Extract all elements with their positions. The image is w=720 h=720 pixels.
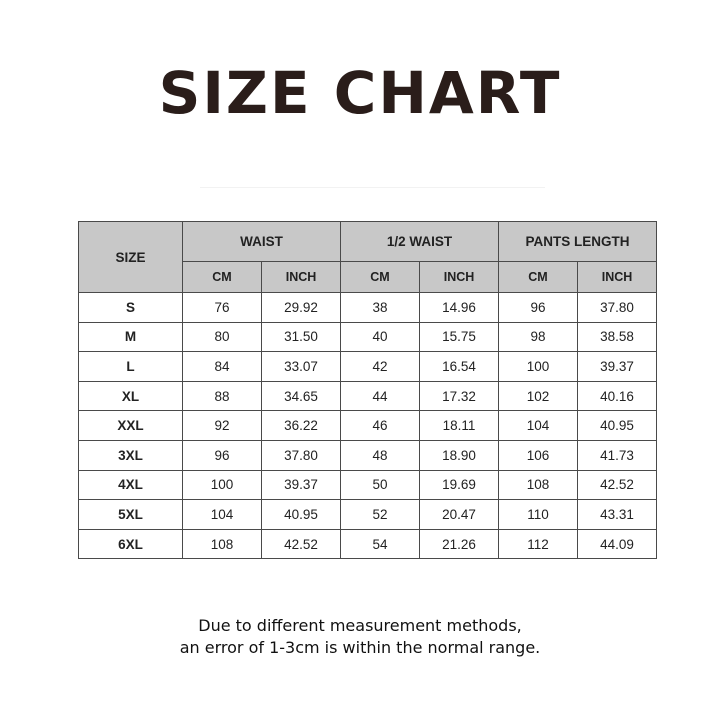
divider bbox=[200, 187, 545, 188]
measurement-cell: 39.37 bbox=[578, 352, 657, 382]
measurement-cell: 112 bbox=[499, 529, 578, 559]
measurement-cell: 104 bbox=[183, 500, 262, 530]
table-row bbox=[79, 293, 657, 323]
measurement-cell: 36.22 bbox=[262, 411, 341, 441]
table-row bbox=[79, 381, 657, 411]
size-label: 5XL bbox=[79, 500, 183, 530]
measurement-cell: 18.90 bbox=[420, 440, 499, 470]
measurement-cell: 40.16 bbox=[578, 381, 657, 411]
measurement-cell: 80 bbox=[183, 322, 262, 352]
measurement-cell: 110 bbox=[499, 500, 578, 530]
measurement-cell: 16.54 bbox=[420, 352, 499, 382]
measurement-cell: 42.52 bbox=[262, 529, 341, 559]
measurement-cell: 52 bbox=[341, 500, 420, 530]
unit-header: INCH bbox=[262, 262, 341, 293]
unit-header: CM bbox=[341, 262, 420, 293]
measurement-cell: 17.32 bbox=[420, 381, 499, 411]
measurement-cell: 15.75 bbox=[420, 322, 499, 352]
measurement-cell: 92 bbox=[183, 411, 262, 441]
size-chart-table bbox=[78, 221, 657, 559]
measurement-cell: 40.95 bbox=[262, 500, 341, 530]
table-row bbox=[79, 470, 657, 500]
size-label: 6XL bbox=[79, 529, 183, 559]
measurement-cell: 98 bbox=[499, 322, 578, 352]
measurement-cell: 21.26 bbox=[420, 529, 499, 559]
measurement-cell: 20.47 bbox=[420, 500, 499, 530]
size-label: 4XL bbox=[79, 470, 183, 500]
measurement-cell: 96 bbox=[183, 440, 262, 470]
measurement-note bbox=[0, 615, 720, 659]
header-waist: WAIST bbox=[183, 222, 341, 262]
measurement-cell: 102 bbox=[499, 381, 578, 411]
measurement-cell: 44 bbox=[341, 381, 420, 411]
size-label: 3XL bbox=[79, 440, 183, 470]
table-row bbox=[79, 411, 657, 441]
measurement-cell: 38 bbox=[341, 293, 420, 323]
page-title: SIZE CHART bbox=[158, 59, 562, 127]
header-half-waist: 1/2 WAIST bbox=[341, 222, 499, 262]
measurement-cell: 19.69 bbox=[420, 470, 499, 500]
measurement-cell: 31.50 bbox=[262, 322, 341, 352]
unit-header: CM bbox=[183, 262, 262, 293]
measurement-cell: 108 bbox=[499, 470, 578, 500]
unit-header: INCH bbox=[420, 262, 499, 293]
note-line-2: an error of 1-3cm is within the normal range. bbox=[179, 638, 541, 657]
table-row bbox=[79, 440, 657, 470]
measurement-cell: 39.37 bbox=[262, 470, 341, 500]
size-label: M bbox=[79, 322, 183, 352]
measurement-cell: 34.65 bbox=[262, 381, 341, 411]
size-rows bbox=[79, 293, 657, 559]
header-size: SIZE bbox=[79, 222, 183, 293]
measurement-cell: 84 bbox=[183, 352, 262, 382]
measurement-cell: 40.95 bbox=[578, 411, 657, 441]
note-line-1: Due to different measurement methods, bbox=[198, 616, 522, 635]
measurement-cell: 46 bbox=[341, 411, 420, 441]
measurement-cell: 100 bbox=[183, 470, 262, 500]
measurement-cell: 43.31 bbox=[578, 500, 657, 530]
table-row bbox=[79, 322, 657, 352]
measurement-cell: 108 bbox=[183, 529, 262, 559]
measurement-cell: 76 bbox=[183, 293, 262, 323]
size-label: L bbox=[79, 352, 183, 382]
unit-header: INCH bbox=[578, 262, 657, 293]
size-label: XXL bbox=[79, 411, 183, 441]
measurement-cell: 37.80 bbox=[578, 293, 657, 323]
measurement-cell: 88 bbox=[183, 381, 262, 411]
measurement-cell: 54 bbox=[341, 529, 420, 559]
measurement-cell: 40 bbox=[341, 322, 420, 352]
header-pants-length: PANTS LENGTH bbox=[499, 222, 657, 262]
table-row bbox=[79, 352, 657, 382]
table-row bbox=[79, 529, 657, 559]
measurement-cell: 33.07 bbox=[262, 352, 341, 382]
measurement-cell: 100 bbox=[499, 352, 578, 382]
size-label: S bbox=[79, 293, 183, 323]
measurement-cell: 18.11 bbox=[420, 411, 499, 441]
table-row bbox=[79, 500, 657, 530]
size-label: XL bbox=[79, 381, 183, 411]
measurement-cell: 42.52 bbox=[578, 470, 657, 500]
measurement-cell: 44.09 bbox=[578, 529, 657, 559]
measurement-cell: 41.73 bbox=[578, 440, 657, 470]
measurement-cell: 48 bbox=[341, 440, 420, 470]
measurement-cell: 96 bbox=[499, 293, 578, 323]
measurement-cell: 104 bbox=[499, 411, 578, 441]
measurement-cell: 42 bbox=[341, 352, 420, 382]
measurement-cell: 29.92 bbox=[262, 293, 341, 323]
measurement-cell: 14.96 bbox=[420, 293, 499, 323]
measurement-cell: 37.80 bbox=[262, 440, 341, 470]
unit-header: CM bbox=[499, 262, 578, 293]
measurement-cell: 38.58 bbox=[578, 322, 657, 352]
measurement-cell: 106 bbox=[499, 440, 578, 470]
measurement-cell: 50 bbox=[341, 470, 420, 500]
